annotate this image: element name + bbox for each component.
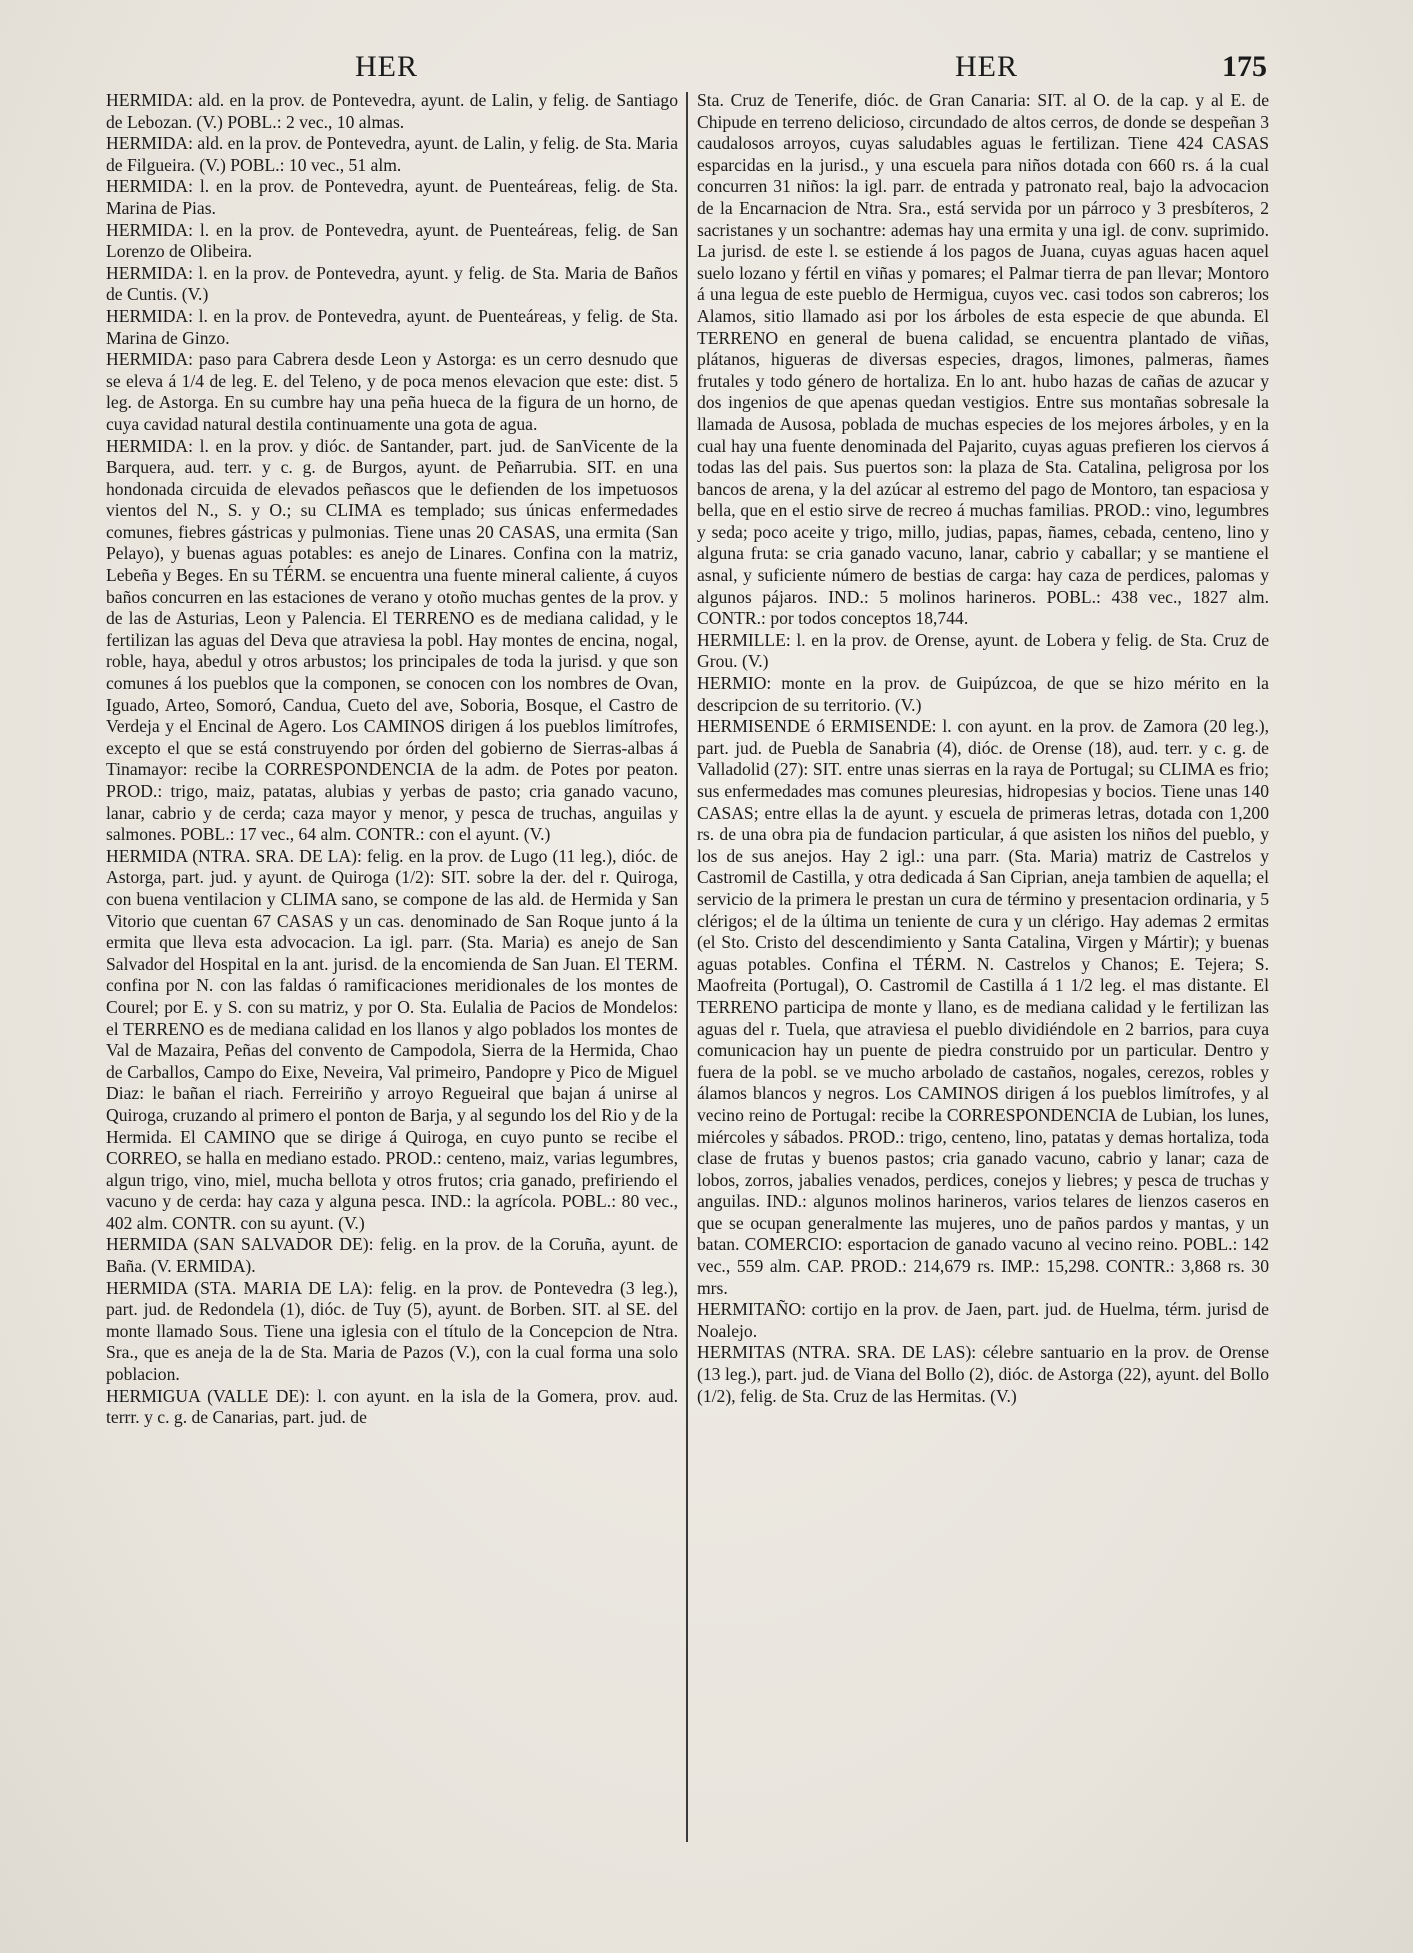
entry-hermida-pias: HERMIDA: l. en la prov. de Pontevedra, ayunt. de Puenteáreas, felig. de Sta. Marina de Pias.	[106, 176, 678, 218]
entry-hermida-lebozan: HERMIDA: ald. en la prov. de Pontevedra, ayunt. de Lalin, y felig. de Santiago de Lebozan. (V.) POBL.: 2 vec., 10 almas.	[106, 90, 678, 132]
entry-hermida-pontevedra: HERMIDA (STA. MARIA DE LA): felig. en la prov. de Pontevedra (3 leg.), part. jud. de Redondela (1), dióc. de Tuy (5), ayunt. de Borben. SIT. al SE. del monte llamado Sous. Tiene una iglesia con el título de la Concepcion de Ntra. Sra., que es aneja de la de Sta. Maria de Pazos (V.), con la cual forma una solo poblacion.	[106, 1277, 678, 1385]
entry-hermida-paso: HERMIDA: paso para Cabrera desde Leon y Astorga: es un cerro desnudo que se eleva á 1/4 de leg. E. del Teleno, y de poca menos elevacion que este: dist. 5 leg. de Astorga. En su cumbre hay una peña hueca de la figura de un horno, de cuya cavidad natural destila continuamente una gota de agua.	[106, 349, 678, 434]
left-column	[106, 90, 678, 1429]
entry-hermitas: HERMITAS (NTRA. SRA. DE LAS): célebre santuario en la prov. de Orense (13 leg.), part. jud. de Viana del Bollo (2), dióc. de Astorga (22), ayunt. del Bollo (1/2), felig. de Sta. Cruz de las Hermitas. (V.)	[697, 1342, 1269, 1406]
entry-hermille: HERMILLE: l. en la prov. de Orense, ayunt. de Lobera y felig. de Sta. Cruz de Grou. (V.)	[697, 629, 1269, 672]
entry-hermitano: HERMITAÑO: cortijo en la prov. de Jaen, part. jud. de Huelma, térm. jurisd de Noalejo.	[697, 1299, 1269, 1341]
entry-hermida-santander: HERMIDA: l. en la prov. y dióc. de Santander, part. jud. de SanVicente de la Barquera, aud. terr. y c. g. de Burgos, ayunt. de Peñarrubia. SIT. en una hondonada circuida de elevados peñascos que le defienden de los impetuosos vientos del N., S. y O.; su CLIMA es templado; sus únicas enfermedades comunes, fiebres gástricas y pulmonias. Tiene unas 20 CASAS, una ermita (San Pelayo), y buenas aguas potables: es anejo de Linares. Confina con la matriz, Lebeña y Beges. En su TÉRM. se encuentra una fuente mineral caliente, á cuyos baños concurren en las estaciones de verano y otoño muchas gentes de la prov. y de las de Asturias, Leon y Palencia. El TERRENO es de mediana calidad, y le fertilizan las aguas del Deva que atraviesa la pobl. Hay montes de encina, nogal, roble, haya, abedul y otros arbustos; los principales de toda la jurisd. y que son comunes á los pueblos que la componen, se conocen con los nombres de Ovan, Iguado, Arteo, Somoró, Candua, Cueto del ave, Soboria, Bosque, el Castro de Verdeja y el Encinal de Agero. Los CAMINOS dirigen á los pueblos limítrofes, excepto el que se está construyendo por órden del gobierno de Sierras-albas á Tinamayor: recibe la CORRESPONDENCIA de la adm. de Potes por peaton. PROD.: trigo, maiz, patatas, alubias y yerbas de pasto; cria ganado vacuno, lanar, cabrio y de cerda; caza mayor y menor, y pesca de truchas, anguilas y salmones. POBL.: 17 vec., 64 alm. CONTR.: con el ayunt. (V.)	[106, 435, 678, 845]
entry-hermida-lugo: HERMIDA (NTRA. SRA. DE LA): felig. en la prov. de Lugo (11 leg.), dióc. de Astorga, part. jud. y ayunt. de Quiroga (1/2): SIT. sobre la der. del r. Quiroga, con buena ventilacion y CLIMA sano, se compone de las ald. de Hermida y San Vitorio que cuentan 67 CASAS y un cas. denominado de San Roque junto á la ermita que lleva esta advocacion. La igl. parr. (Sta. Maria) es anejo de San Salvador del Hospital en la ant. jurisd. de la encomienda de San Juan. El TERM. confina por N. con las faldas ó ramificaciones meridionales de los montes de Courel; por E. y S. con su matriz, y por O. Sta. Eulalia de Pacios de Mondelos: el TERRENO es de mediana calidad en los llanos y algo poblados los montes de Val de Mazaira, Peñas del convento de Campodola, Sierra de la Hermida, Chao de Carballos, Campo do Eixe, Neveira, Val primeiro, Pandopre y Pico de Miguel Diaz: le bañan el riach. Ferreiriño y arroyo Regueiral que bajan á unirse al Quiroga, cruzando al primero el ponton de Barja, y al segundo los del Rio y de la Hermida. El CAMINO que se dirige á Quiroga, en cuyo punto se recibe el CORREO, se halla en mediano estado. PROD.: centeno, maiz, varias legumbres, algun trigo, vino, miel, mucha bellota y otros frutos; cria ganado, prefiriendo el vacuno y de cerda: hay caza y alguna pesca. IND.: la agrícola. POBL.: 80 vec., 402 alm. CONTR. con su ayunt. (V.)	[106, 845, 678, 1233]
entry-hermigua-start: HERMIGUA (VALLE DE): l. con ayunt. en la isla de la Gomera, prov. aud. terrr. y c. g. de Canarias, part. jud. de	[106, 1385, 678, 1428]
column-rule	[686, 92, 688, 1842]
entry-hermisende: HERMISENDE ó ERMISENDE: l. con ayunt. en la prov. de Zamora (20 leg.), part. jud. de Puebla de Sanabria (4), dióc. de Orense (18), aud. terr. y c. g. de Valladolid (27): SIT. entre unas sierras en la raya de Portugal; su CLIMA es frio; sus enfermedades mas comunes pleuresias, hidropesias y bocios. Tiene unas 140 CASAS; entre ellas la de ayunt. y escuela de primeras letras, dotada con 1,200 rs. de una obra pia de fundacion particular, á que asisten los niños del pueblo, y los de sus anejos. Hay 2 igl.: una parr. (Sta. Maria) matriz de Castrelos y Castromil de Castilla, y otra dedicada á San Ciprian, aneja tambien de aquella; el servicio de la primera le prestan un cura de término y presentacion ordinaria, y 5 clérigos; el de la última un teniente de cura y un clérigo. Hay ademas 2 ermitas (el Sto. Cristo del descendimiento y Santa Catalina, Virgen y Mártir); y buenas aguas potables. Confina el TÉRM. N. Castrelos y Chanos; E. Tejera; S. Maofreita (Portugal), O. Castromil de Castilla á 1 1/2 leg. el mas distante. El TERRENO participa de monte y llano, es de mediana calidad y le fertilizan las aguas del r. Tuela, que atraviesa el pueblo dividiéndole en 2 barrios, para cuya comunicacion hay un puente de piedra construido por un particular. Dentro y fuera de la pobl. se ve mucho arbolado de castaños, nogales, cerezos, robles y álamos blancos y negros. Los CAMINOS dirigen á los pueblos limítrofes, y al vecino reino de Portugal: recibe la CORRESPONDENCIA de Lubian, los lunes, miércoles y sábados. PROD.: trigo, centeno, lino, patatas y demas hortaliza, toda clase de frutas y buenos pastos; cria ganado vacuno, cabrio y lanar; caza de lobos, zorros, jabalies venados, perdices, conejos y liebres; y pesca de truchas y anguilas. IND.: algunos molinos harineros, varios telares de lienzos caseros en que se ocupan generalmente las mujeres, uno de paños pardos y mantas, y un batan. COMERCIO: esportacion de ganado vacuno al vecino reino. POBL.: 142 vec., 559 alm. CAP. PROD.: 214,679 rs. IMP.: 15,298. CONTR.: 3,868 rs. 30 mrs.	[697, 716, 1269, 1298]
entry-hermigua-cont: Sta. Cruz de Tenerife, dióc. de Gran Canaria: SIT. al O. de la cap. y al E. de Chipude en terreno delicioso, circundado de altos cerros, de donde se despeñan 3 caudalosos arroyos, cuyas saludables aguas le fertilizan. Tiene 424 CASAS esparcidas en la jurisd., y una escuela para niños dotada con 660 rs. á la cual concurren 31 niños: la igl. parr. de entrada y patronato real, bajo la advocacion de la Encarnacion de Ntra. Sra., está servida por un párroco y 3 presbíteros, 2 sacristanes y un sochantre: ademas hay una ermita y una igl. de conv. suprimido. La jurisd. de este l. se estiende á los pagos de Juana, cuyas aguas hacen aquel suelo lozano y fértil en viñas y pomares; el Palmar tierra de pan llevar; Montoro á una legua de este pueblo de Hermigua, cuyos vec. casi todos son cabreros; los Alamos, sitio llamado asi por los árboles de esta especie de que abunda. El TERRENO en general de buena calidad, se encuentra plantado de viñas, plátanos, higueras de diversas especies, dragos, limones, palmeras, ñames frutales y todo género de hortaliza. En lo ant. hubo hazas de cañas de azucar y dos ingenios de que apenas quedan vestigios. Entre sus montañas sobresale la llamada de Ausosa, poblada de muchas especies de los mejores árboles, y en la cual hay una fuente denominada del Pajarito, cuyas aguas prefieren los ciervos á todas las del pais. Sus puertos son: la plaza de Sta. Catalina, peligrosa por los bancos de arena, y la del azúcar al estremo del pago de Montoro, tan espaciosa y bella, que en el estio sirve de recreo á muchas familias. PROD.: vino, legumbres y seda; poco aceite y trigo, millo, judias, papas, ñames, cebada, centeno, lino y alguna fruta: se cria ganado vacuno, lanar, cabrio y caballar; y se mantiene el asnal, y suficiente número de bestias de carga: hay caza de perdices, palomas y algunos pájaros. IND.: 5 molinos harineros. POBL.: 438 vec., 1827 alm. CONTR.: por todos conceptos 18,744.	[697, 90, 1269, 629]
entry-hermida-ginzo: HERMIDA: l. en la prov. de Pontevedra, ayunt. de Puenteáreas, y felig. de Sta. Marina de Ginzo.	[106, 305, 678, 348]
entry-hermida-olibeira: HERMIDA: l. en la prov. de Pontevedra, ayunt. de Puenteáreas, felig. de San Lorenzo de Olibeira.	[106, 219, 678, 262]
entry-hermida-coruna: HERMIDA (SAN SALVADOR DE): felig. en la prov. de la Coruña, ayunt. de Baña. (V. ERMIDA).	[106, 1234, 678, 1277]
page-number: 175	[1222, 50, 1267, 83]
running-head-left: HER	[355, 50, 418, 83]
right-column	[697, 90, 1269, 1407]
entry-hermida-filgueira: HERMIDA: ald. en la prov. de Pontevedra, ayunt. de Lalin, y felig. de Sta. Maria de Filgueira. (V.) POBL.: 10 vec., 51 alm.	[106, 133, 678, 175]
entry-hermida-cuntis: HERMIDA: l. en la prov. de Pontevedra, ayunt. y felig. de Sta. Maria de Baños de Cuntis. (V.)	[106, 262, 678, 305]
running-head-right: HER	[955, 50, 1018, 83]
entry-hermio: HERMIO: monte en la prov. de Guipúzcoa, de que se hizo mérito en la descripcion de su territorio. (V.)	[697, 673, 1269, 715]
